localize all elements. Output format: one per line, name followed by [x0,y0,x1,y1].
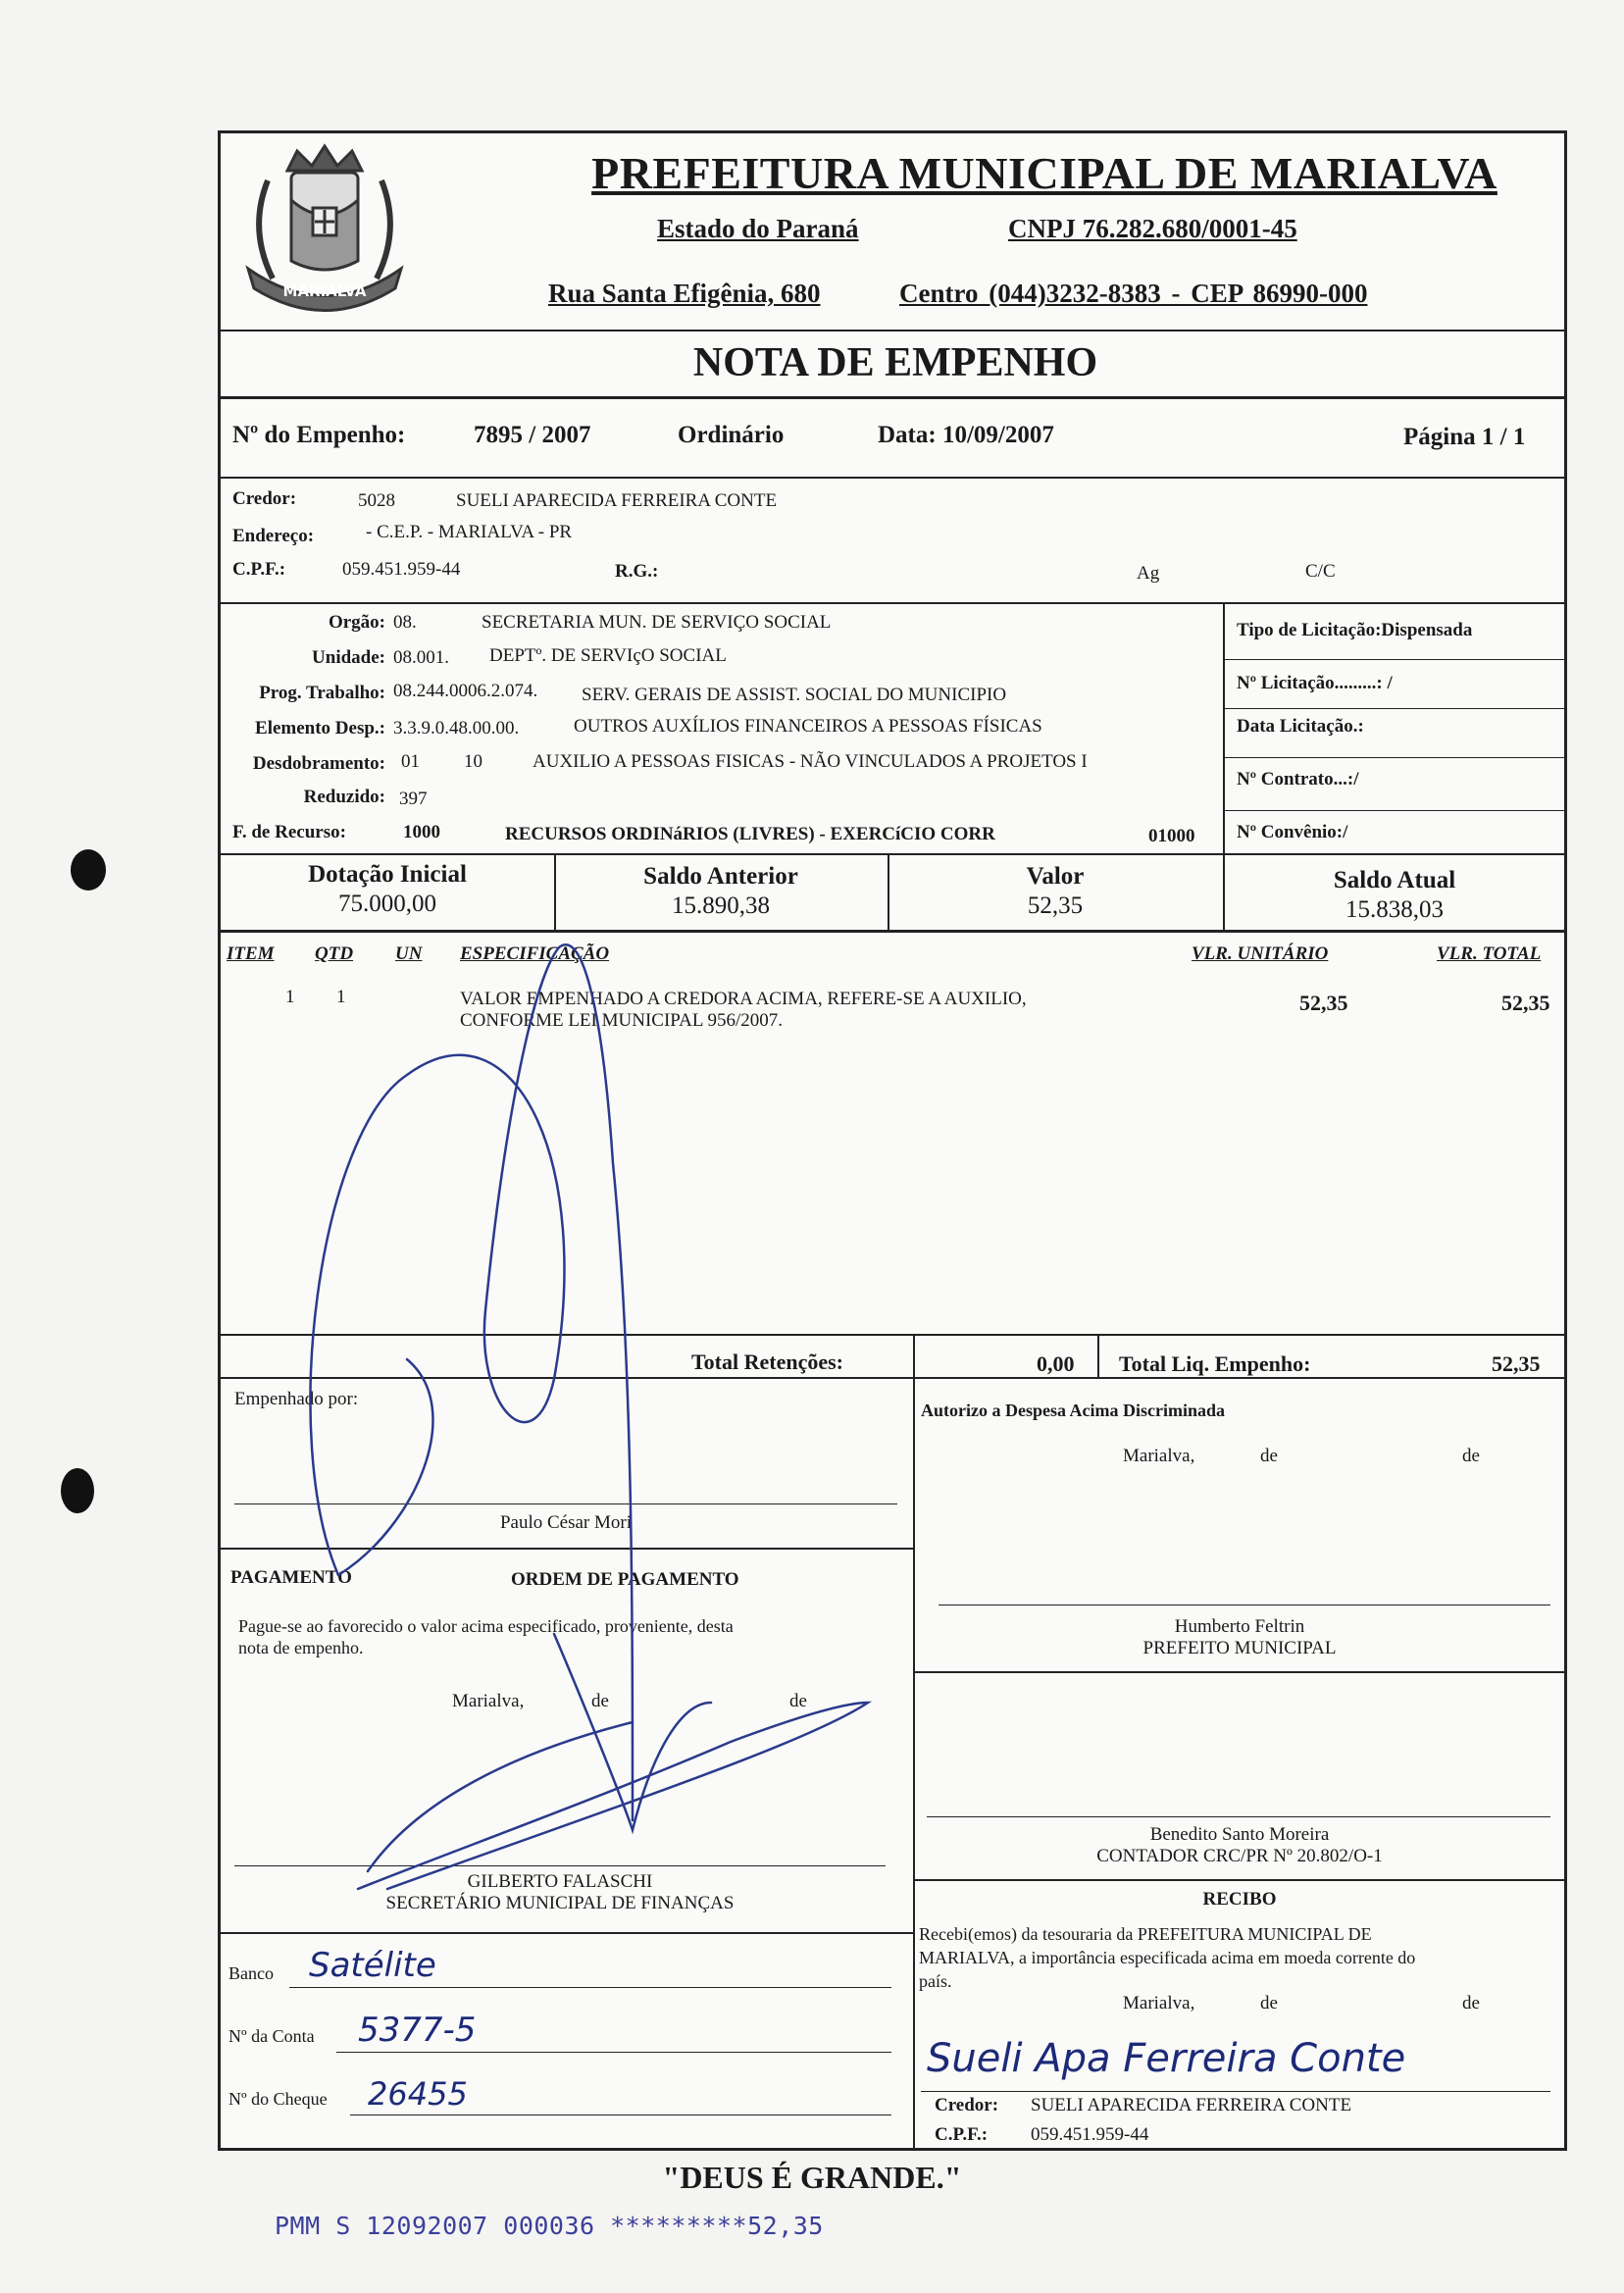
numero-licitacao: Nº Licitação.........: / [1237,673,1393,693]
numero-convenio: Nº Convênio:/ [1237,822,1348,842]
nota-de-empenho-form [218,130,1567,2151]
item-qtd: 1 [336,987,346,1007]
autorizo-label: Autorizo a Despesa Acima Discriminada [921,1401,1225,1420]
prefeito-title: PREFEITO MUNICIPAL [1142,1638,1337,1658]
dotacao-inicial-label: Dotação Inicial [308,861,467,888]
municipal-seal-icon [228,141,421,318]
fonte-recurso-number: 01000 [1148,826,1195,846]
total-retencoes-value: 0,00 [1037,1351,1075,1376]
autorizo-de-2: de [1462,1446,1480,1466]
address: Rua Santa Efigênia, 680 [548,279,821,308]
cpf-value: 059.451.959-44 [342,559,461,580]
credor-name: SUELI APARECIDA FERREIRA CONTE [456,490,778,511]
col-qtd: QTD [315,943,354,964]
pagamento-de-1: de [591,1691,609,1711]
empenhado-por-label: Empenhado por: [234,1389,359,1409]
data-licitacao: Data Licitação.: [1237,716,1364,737]
desdobramento-name: AUXILIO A PESSOAS FISICAS - NÃO VINCULADOS A PROJETOS I [533,751,1088,772]
recibo-text-line-1: Recebi(emos) da tesouraria da PREFEITURA MUNICIPAL DE [919,1924,1372,1944]
numero-contrato: Nº Contrato...:/ [1237,769,1359,790]
ink-blot [71,849,106,891]
payment-stamp: PMM S 12092007 000036 *********52,35 [275,2212,824,2240]
orgao-code: 08. [393,612,417,633]
saldo-atual-label: Saldo Atual [1333,867,1456,893]
recibo-text-line-3: país. [919,1971,952,1991]
valor-label: Valor [1026,863,1085,890]
orgao-name: SECRETARIA MUN. DE SERVIÇO SOCIAL [482,612,832,633]
conta-corrente-label: C/C [1305,561,1336,582]
elemento-label: Elemento Desp.: [255,718,385,739]
dotacao-inicial-value: 75.000,00 [338,891,436,917]
reduzido-value: 397 [399,789,428,809]
prog-trabalho-name: SERV. GERAIS DE ASSIST. SOCIAL DO MUNICIPIO [582,685,1007,705]
item-total-value: 52,35 [1501,991,1550,1015]
item-unit-value: 52,35 [1299,991,1348,1015]
rg-label: R.G.: [615,561,659,582]
conta-value: 5377-5 [358,2011,477,2050]
desdobramento-code-2: 10 [464,751,482,772]
cnpj: CNPJ 76.282.680/0001-45 [1008,214,1297,243]
elemento-code: 3.3.9.0.48.00.00. [393,718,520,739]
pagamento-text-line-2: nota de empenho. [238,1638,364,1657]
pagamento-de-2: de [789,1691,807,1711]
unidade-code: 08.001. [393,647,449,668]
recibo-city: Marialva, [1123,1993,1195,2013]
empenhado-por-name: Paulo César Mori [499,1512,633,1533]
ink-blot [61,1468,94,1513]
secretario-name: GILBERTO FALASCHI [467,1871,653,1892]
cpf-label: C.P.F.: [232,559,286,580]
saldo-anterior-value: 15.890,38 [672,892,770,919]
reduzido-label: Reduzido: [303,787,385,807]
credor-code: 5028 [358,490,395,511]
prog-trabalho-code: 08.244.0006.2.074. [393,681,538,701]
fonte-recurso-code: 1000 [403,822,440,842]
recibo-cpf-value: 059.451.959-44 [1031,2124,1149,2145]
total-retencoes-label: Total Retenções: [691,1350,843,1374]
fonte-recurso-name: RECURSOS ORDINáRIOS (LIVRES) - EXERCíCIO CORR [505,824,995,844]
page-title: PREFEITURA MUNICIPAL DE MARIALVA [591,148,1497,198]
unidade-label: Unidade: [312,647,385,668]
endereco-label: Endereço: [232,526,315,546]
pagamento-label: PAGAMENTO [230,1567,352,1588]
saldo-atual-value: 15.838,03 [1345,896,1444,923]
fonte-recurso-label: F. de Recurso: [232,822,346,842]
pagamento-text-line-1: Pague-se ao favorecido o valor acima especificado, proveniente, desta [238,1616,734,1636]
recibo-credor-label: Credor: [935,2095,999,2115]
total-liquido-value: 52,35 [1492,1351,1541,1376]
desdobramento-code-1: 01 [401,751,420,772]
motto: "DEUS É GRANDE." [662,2160,962,2195]
item-number: 1 [285,987,295,1007]
banco-label: Banco [228,1963,274,1983]
col-un: UN [395,943,423,964]
autorizo-de-1: de [1260,1446,1278,1466]
col-vlr-total: VLR. TOTAL [1437,943,1542,964]
recibo-de-2: de [1462,1993,1480,2013]
pagamento-city: Marialva, [452,1691,525,1711]
autorizo-city: Marialva, [1123,1446,1195,1466]
prog-trabalho-label: Prog. Trabalho: [259,683,385,703]
recibo-credor-name: SUELI APARECIDA FERREIRA CONTE [1031,2095,1352,2115]
empenho-number-label: Nº do Empenho: [232,422,406,448]
unidade-name: DEPTº. DE SERVIçO SOCIAL [489,645,727,666]
banco-value: Satélite [309,1946,436,1985]
conta-label: Nº da Conta [228,2026,315,2046]
credor-signature: Sueli Apa Ferreira Conte [927,2036,1406,2081]
item-spec-line-1: VALOR EMPENHADO A CREDORA ACIMA, REFERE-SE A AUXILIO, [460,989,1027,1009]
total-liquido-label: Total Liq. Empenho: [1119,1351,1311,1376]
col-especificacao: ESPECIFICAÇÃO [460,943,610,964]
cheque-label: Nº do Cheque [228,2089,328,2109]
cheque-value: 26455 [368,2075,468,2113]
recibo-label: RECIBO [1202,1889,1277,1910]
col-vlr-unitario: VLR. UNITÁRIO [1192,943,1329,964]
page-number: Página 1 / 1 [1403,424,1526,450]
recibo-cpf-label: C.P.F.: [935,2124,989,2145]
elemento-name: OUTROS AUXÍLIOS FINANCEIROS A PESSOAS FÍSICAS [574,716,1042,737]
empenho-date: Data: 10/09/2007 [878,422,1054,448]
saldo-anterior-label: Saldo Anterior [643,863,798,890]
empenho-number: 7895 / 2007 [474,422,591,448]
secretario-title: SECRETÁRIO MUNICIPAL DE FINANÇAS [385,1893,735,1913]
tipo-licitacao: Tipo de Licitação:Dispensada [1237,620,1473,640]
item-spec-line-2: CONFORME LEI MUNICIPAL 956/2007. [460,1010,784,1031]
valor-value: 52,35 [1027,892,1084,919]
col-item: ITEM [227,943,275,964]
contador-name: Benedito Santo Moreira [1149,1824,1330,1845]
endereco-value: - C.E.P. - MARIALVA - PR [366,522,573,542]
agencia-label: Ag [1137,563,1160,584]
svg-text:MARIALVA: MARIALVA [282,282,367,300]
contador-title: CONTADOR CRC/PR Nº 20.802/O-1 [1096,1846,1383,1866]
credor-label: Credor: [232,488,297,509]
district-phone: Centro (044)3232-8383 - CEP 86990-000 [899,279,1368,308]
recibo-text-line-2: MARIALVA, a importância especificada acima em moeda corrente do [919,1948,1416,1967]
state-name: Estado do Paraná [657,214,859,243]
prefeito-name: Humberto Feltrin [1174,1616,1305,1637]
ordem-pagamento-label: ORDEM DE PAGAMENTO [511,1569,739,1590]
recibo-de-1: de [1260,1993,1278,2013]
orgao-label: Orgão: [328,612,385,633]
empenho-type: Ordinário [678,422,785,448]
document-title: NOTA DE EMPENHO [692,340,1098,385]
desdobramento-label: Desdobramento: [252,753,385,774]
